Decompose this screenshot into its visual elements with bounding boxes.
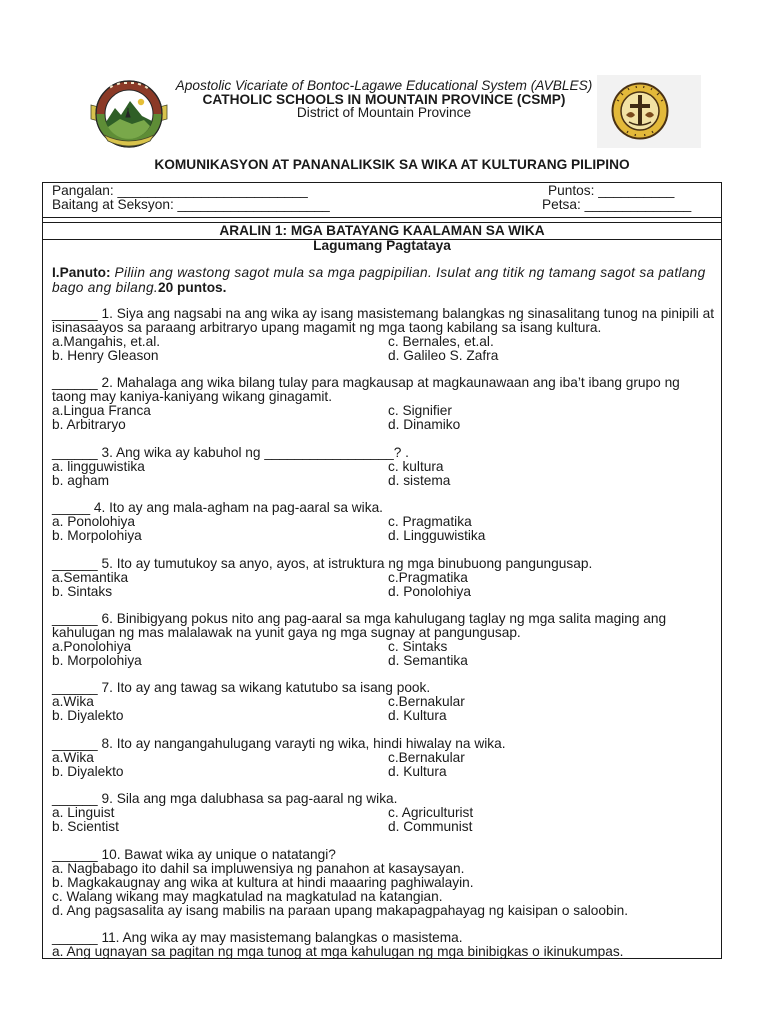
choice-row xyxy=(52,806,720,820)
question-9 xyxy=(52,792,720,834)
choice-row xyxy=(52,765,720,779)
choice-row xyxy=(52,695,720,709)
subject-title: KOMUNIKASYON AT PANANALIKSIK SA WIKA AT KULTURANG PILIPINO xyxy=(154,157,630,172)
question-6 xyxy=(52,612,720,668)
choice-row xyxy=(52,571,720,585)
choice-row xyxy=(52,876,720,890)
choice-d: d. Kultura xyxy=(388,763,447,779)
choice-row xyxy=(52,349,720,363)
question-text: ______ 3. Ang wika ay kabuhol ng _________________? . xyxy=(52,444,409,460)
choice-row xyxy=(52,820,720,834)
district-name: District of Mountain Province xyxy=(296,105,472,120)
choice-c: c. Signifier xyxy=(388,403,452,419)
choice-d: d. Semantika xyxy=(388,652,468,668)
question-2 xyxy=(52,376,720,432)
choice-a: a.Mangahis, et.al. xyxy=(52,334,161,349)
choice-a: a.Wika xyxy=(52,694,94,710)
choice-d: d. Ponolohiya xyxy=(388,583,471,599)
choice-c: c. Walang wikang may magkatulad na magkatulad na katangian. xyxy=(52,888,443,904)
question-text: ______ 1. Siya ang nagsabi na ang wika ay isang masistemang balangkas ng sinasalitang tunog na pinipili at isinasaayos sa paraang arbitraryo upang magamit ng mga taong kabilang sa isang kultura. xyxy=(52,306,715,335)
choice-row xyxy=(52,404,720,418)
choice-row xyxy=(52,904,720,918)
choice-a: a.Wika xyxy=(52,749,94,765)
choice-d: d. Lingguwistika xyxy=(388,528,486,544)
choice-b: b. Henry Gleason xyxy=(52,348,159,363)
grade-section-field: Baitang at Seksyon: ____________________ xyxy=(52,197,330,212)
question-text: ______ 9. Sila ang mga dalubhasa sa pag-aaral ng wika. xyxy=(52,791,398,807)
choice-row xyxy=(52,529,720,543)
question-10 xyxy=(52,848,720,918)
question-5 xyxy=(52,557,720,599)
choice-d: d. Kultura xyxy=(388,708,447,724)
choice-row xyxy=(52,945,720,959)
assessment-title: Lagumang Pagtataya xyxy=(313,238,451,253)
choice-a: a. Linguist xyxy=(52,805,115,821)
choice-row xyxy=(52,418,720,432)
question-11 xyxy=(52,931,720,959)
choice-row xyxy=(52,335,720,349)
choice-row xyxy=(52,654,720,668)
choice-c: c. Agriculturist xyxy=(388,805,474,821)
choice-c: c. Sintaks xyxy=(388,638,448,654)
choice-row xyxy=(52,890,720,904)
choice-c: c.Bernakular xyxy=(388,749,465,765)
lesson-title: ARALIN 1: MGA BATAYANG KAALAMAN SA WIKA xyxy=(219,223,545,238)
choice-a: a.Ponolohiya xyxy=(52,638,132,654)
choice-row xyxy=(52,751,720,765)
date-field: Petsa: ______________ xyxy=(542,197,692,212)
choice-b: b. Morpolohiya xyxy=(52,652,142,668)
choice-d: d. sistema xyxy=(388,472,451,488)
choice-c: c. kultura xyxy=(388,458,444,474)
choice-row xyxy=(52,515,720,529)
question-text: ______ 7. Ito ay ang tawag sa wikang katutubo sa isang pook. xyxy=(52,680,431,696)
choice-b: b. Sintaks xyxy=(52,583,113,599)
choice-a: a. lingguwistika xyxy=(52,458,145,474)
question-7 xyxy=(52,681,720,723)
choice-c: c. Pragmatika xyxy=(388,514,472,530)
score-field: Puntos: __________ xyxy=(548,183,675,198)
choice-c: c. Bernales, et.al. xyxy=(388,334,494,349)
instructions-label: I.Panuto: xyxy=(52,264,111,280)
question-3 xyxy=(52,446,720,488)
choice-row xyxy=(52,862,720,876)
choice-row xyxy=(52,585,720,599)
choice-row xyxy=(52,460,720,474)
question-8 xyxy=(52,737,720,779)
question-text: ______ 8. Ito ay nangangahulugang varayti ng wika, hindi hiwalay na wika. xyxy=(52,735,506,751)
choice-a: a. Ang ugnayan sa pagitan ng mga tunog at mga kahulugan ng mga binibigkas o ikinukumpas. xyxy=(52,943,624,959)
choice-row xyxy=(52,640,720,654)
choice-b: b. Magkakaugnay ang wika at kultura at hindi maaaring paghiwalayin. xyxy=(52,874,474,890)
choice-d: d. Communist xyxy=(388,819,473,835)
choice-b: b. agham xyxy=(52,472,110,488)
choice-a: a.Semantika xyxy=(52,569,129,585)
choice-d: d. Galileo S. Zafra xyxy=(388,348,499,363)
choice-b: b. Diyalekto xyxy=(52,708,124,724)
question-list xyxy=(52,307,720,972)
choice-c: c.Pragmatika xyxy=(388,569,468,585)
choice-a: a.Lingua Franca xyxy=(52,403,151,419)
points-label: 20 puntos. xyxy=(158,279,227,295)
question-text: ______ 2. Mahalaga ang wika bilang tulay para magkausap at magkaunawaan ang iba’t ibang grupo ng taong may kaniya-kaniyang wikang ginagamit. xyxy=(52,375,680,405)
choice-row xyxy=(52,709,720,723)
question-text: ______ 5. Ito ay tumutukoy sa anyo, ayos, at istruktura ng mga binubuong pangungusap. xyxy=(52,555,593,571)
choice-a: a. Nagbabago ito dahil sa impluwensiya ng panahon at kasaysayan. xyxy=(52,860,465,876)
choice-b: b. Arbitraryo xyxy=(52,417,126,433)
choice-b: b. Diyalekto xyxy=(52,763,124,779)
choice-b: b. Morpolohiya xyxy=(52,528,142,544)
question-1 xyxy=(52,307,720,363)
question-text: ______ 10. Bawat wika ay unique o natatangi? xyxy=(52,846,336,862)
choice-d: d. Ang pagsasalita ay isang mabilis na paraan upang makapagpahayag ng kaisipan o saloobin. xyxy=(52,902,629,918)
choice-c: c.Bernakular xyxy=(388,694,465,710)
name-field: Pangalan: _________________________ xyxy=(52,183,308,198)
instructions xyxy=(52,265,706,295)
choice-b: b. Scientist xyxy=(52,819,119,835)
instructions-text: Piliin ang wastong sagot mula sa mga pagpipilian. Isulat ang titik ng tamang sagot sa patlang bago ang bilang. xyxy=(52,264,706,295)
choice-row xyxy=(52,474,720,488)
question-4 xyxy=(52,501,720,543)
divider xyxy=(42,217,722,218)
institution-name: Apostolic Vicariate of Bontoc-Lagawe Educational System (AVBLES) xyxy=(175,78,593,93)
question-text: _____ 4. Ito ay ang mala-agham na pag-aaral sa wika. xyxy=(52,500,383,516)
choice-d: d. Dinamiko xyxy=(388,417,461,433)
question-text: ______ 11. Ang wika ay may masistemang balangkas o masistema. xyxy=(52,929,463,945)
choice-a: a. Ponolohiya xyxy=(52,514,135,530)
schools-name: CATHOLIC SCHOOLS IN MOUNTAIN PROVINCE (CSMP) xyxy=(202,92,566,107)
question-text: ______ 6. Binibigyang pokus nito ang pag-aaral sa mga kahulugang taglay ng mga salita maging ang kahulugan ng mas malalawak na yunit gaya ng mga sugnay at pangungusap. xyxy=(52,610,667,640)
